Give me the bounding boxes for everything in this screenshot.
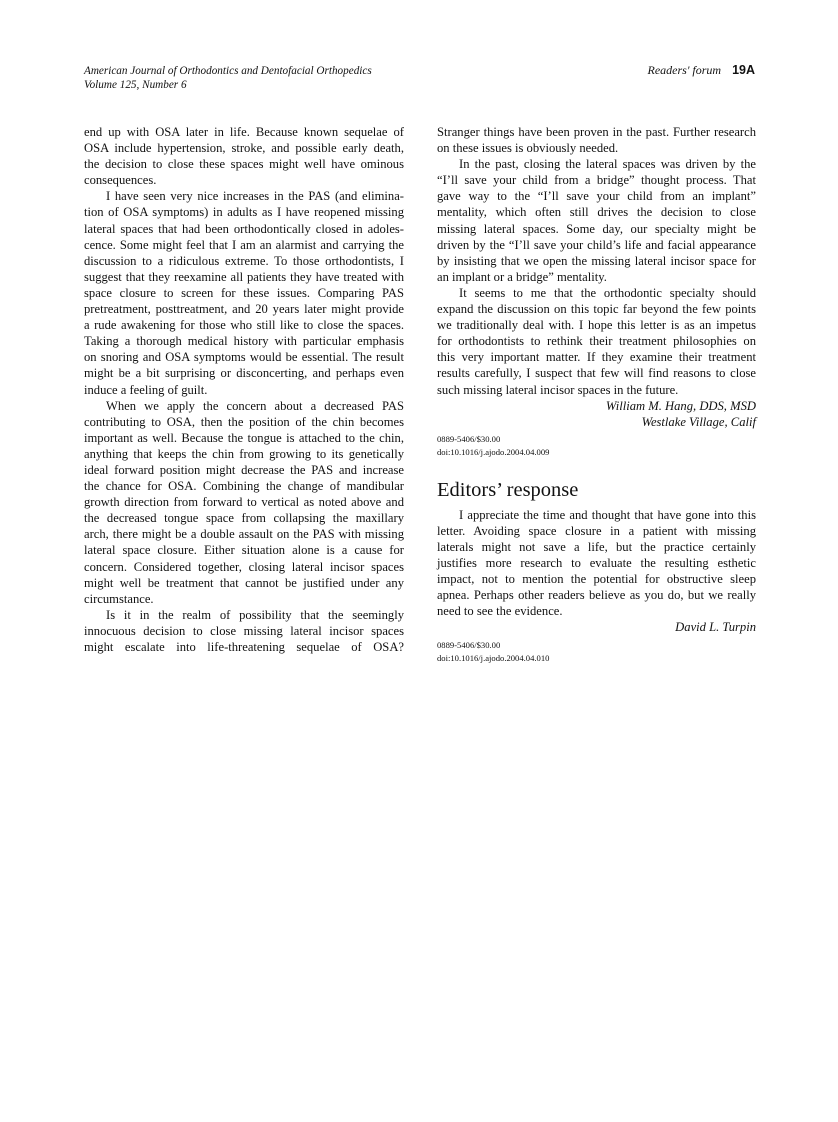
text-line: anything that keeps the chin from growing to its genetically [84,446,404,461]
text-line: I have seen very nice increases in the PAS (and elimina- [106,189,404,204]
text-line: growth direction from forward to vertical as noted above and [84,495,404,510]
text-line: gave way to the “I’ll save your child from an implant” [437,189,756,204]
text-line: cence. Some might feel that I am an alarmist and carrying the [84,237,404,252]
text-line: consequences. [84,173,157,188]
left-column [84,124,404,655]
section-name: Readers' forum [647,63,722,77]
text-line: need to see the evidence. [437,604,563,619]
text-line: circumstance. [84,591,154,606]
text-line: justifies more research to evaluate the resulting esthetic [437,556,756,571]
text-line: contributing to OSA, then the position of the chin becomes [84,414,404,429]
text-line: laterals might not save a life, but the practice certainly [437,539,756,554]
text-line: “I’ll save your child from a bridge” thought process. That [437,173,756,188]
text-line: the chance for OSA. Combining the change of mandibular [84,479,404,494]
text-line: a rude awakening for those who still like to close the spaces. [84,318,404,333]
text-line: suggest that they reexamine all patients they have treated with [84,269,404,284]
text-line: on snoring and OSA symptoms would be essential. The result [84,350,404,365]
text-line: space closure to screen for these issues. Comparing PAS [84,285,404,300]
text-line: on these issues is obviously needed. [437,141,619,156]
text-line: apnea. Perhaps other readers believe as you do, but we really [437,588,756,603]
text-line: innocuous decision to close missing lateral incisor spaces [84,623,404,638]
text-line: OSA include hypertension, stroke, and possible early death, [84,141,404,156]
text-line: an implant or a bridge” mentality. [437,269,607,284]
text-line: by insisting that we open the missing lateral incisor space for [437,253,756,268]
response-price: 0889-5406/$30.00 [437,639,501,650]
text-line: this very important matter. If they examine their treatment [437,350,756,365]
text-line: for orthodontists to rethink their treatment philosophies on [437,334,756,349]
running-header [84,64,372,92]
text-line: end up with OSA later in life. Because known sequelae of [84,125,404,139]
response-author: David L. Turpin [675,620,756,635]
text-line: might well be treatment that cannot be justified under any [84,575,404,590]
text-line: such missing lateral incisor spaces in the future. [437,382,679,397]
response-doi: doi:10.1016/j.ajodo.2004.04.010 [437,652,550,663]
text-line: It seems to me that the orthodontic specialty should [459,285,756,300]
text-line: important as well. Because the tongue is attached to the chin, [84,430,404,445]
journal-title: American Journal of Orthodontics and Dentofacial Orthopedics [84,65,372,77]
text-line: the decision to close these spaces might well have ominous [84,157,404,172]
text-line: mentality, which often still drives the decision to close [437,205,756,220]
text-line: the decreased tongue space from collapsing the maxillary [84,511,404,526]
text-line: results carefully, I suspect that few will find reasons to close [437,366,756,381]
text-line: When we apply the concern about a decreased PAS [106,398,404,413]
text-line: might be a bit surprising or disconcerting, and perhaps even [84,366,404,381]
text-line: Stranger things have been proven in the past. Further research [437,125,756,139]
letter-doi: doi:10.1016/j.ajodo.2004.04.009 [437,446,550,457]
letter-price: 0889-5406/$30.00 [437,433,501,444]
journal-volume: Volume 125, Number 6 [84,79,187,91]
text-line: concern. Considered together, closing lateral incisor spaces [84,559,404,574]
right-column [437,124,756,665]
page-number: 19A [732,63,755,77]
page-label [648,63,756,77]
text-line: might escalate into life-threatening sequelae of OSA? [84,640,404,654]
text-line: lateral space closure. Either situation alone is a cause for [84,543,404,558]
text-line: missing lateral spaces. Some day, our specialty might be [437,221,756,236]
letter-location: Westlake Village, Calif [641,414,756,429]
text-line: I appreciate the time and thought that have gone into this [459,507,756,522]
letter-body [437,124,756,398]
response-body [437,507,756,620]
text-line: driven by the “I’ll save your child’s life and facial appearance [437,237,756,252]
text-line: expand the discussion on this topic far beyond the few points [437,302,756,317]
text-line: impact, not to mention the potential for obstructive sleep [437,572,756,587]
text-line: induce a feeling of guilt. [84,382,208,397]
text-line: Taking a thorough medical history with particular emphasis [84,334,404,349]
text-line: discussion to a ridiculous extreme. To those orthodontists, I [84,253,404,268]
letter-author: William M. Hang, DDS, MSD [605,398,756,413]
text-line: arch, there might be a double assault on the PAS with missing [84,527,404,542]
text-line: letter. Avoiding space closure in a patient with missing [437,523,756,538]
text-line: Is it in the realm of possibility that the seemingly [106,607,404,622]
response-heading: Editors’ response [437,478,579,501]
text-line: ideal forward position might decrease the PAS and increase [84,462,404,477]
text-line: tion of OSA symptoms) in adults as I have reopened missing [84,205,404,220]
text-line: pretreatment, posttreatment, and 20 years later might provide [84,302,404,317]
text-line: In the past, closing the lateral spaces was driven by the [459,157,756,172]
text-line: we traditionally deal with. I hope this letter is as an impetus [437,318,756,333]
text-line: lateral spaces that had been orthodontically closed in adoles- [84,221,404,236]
